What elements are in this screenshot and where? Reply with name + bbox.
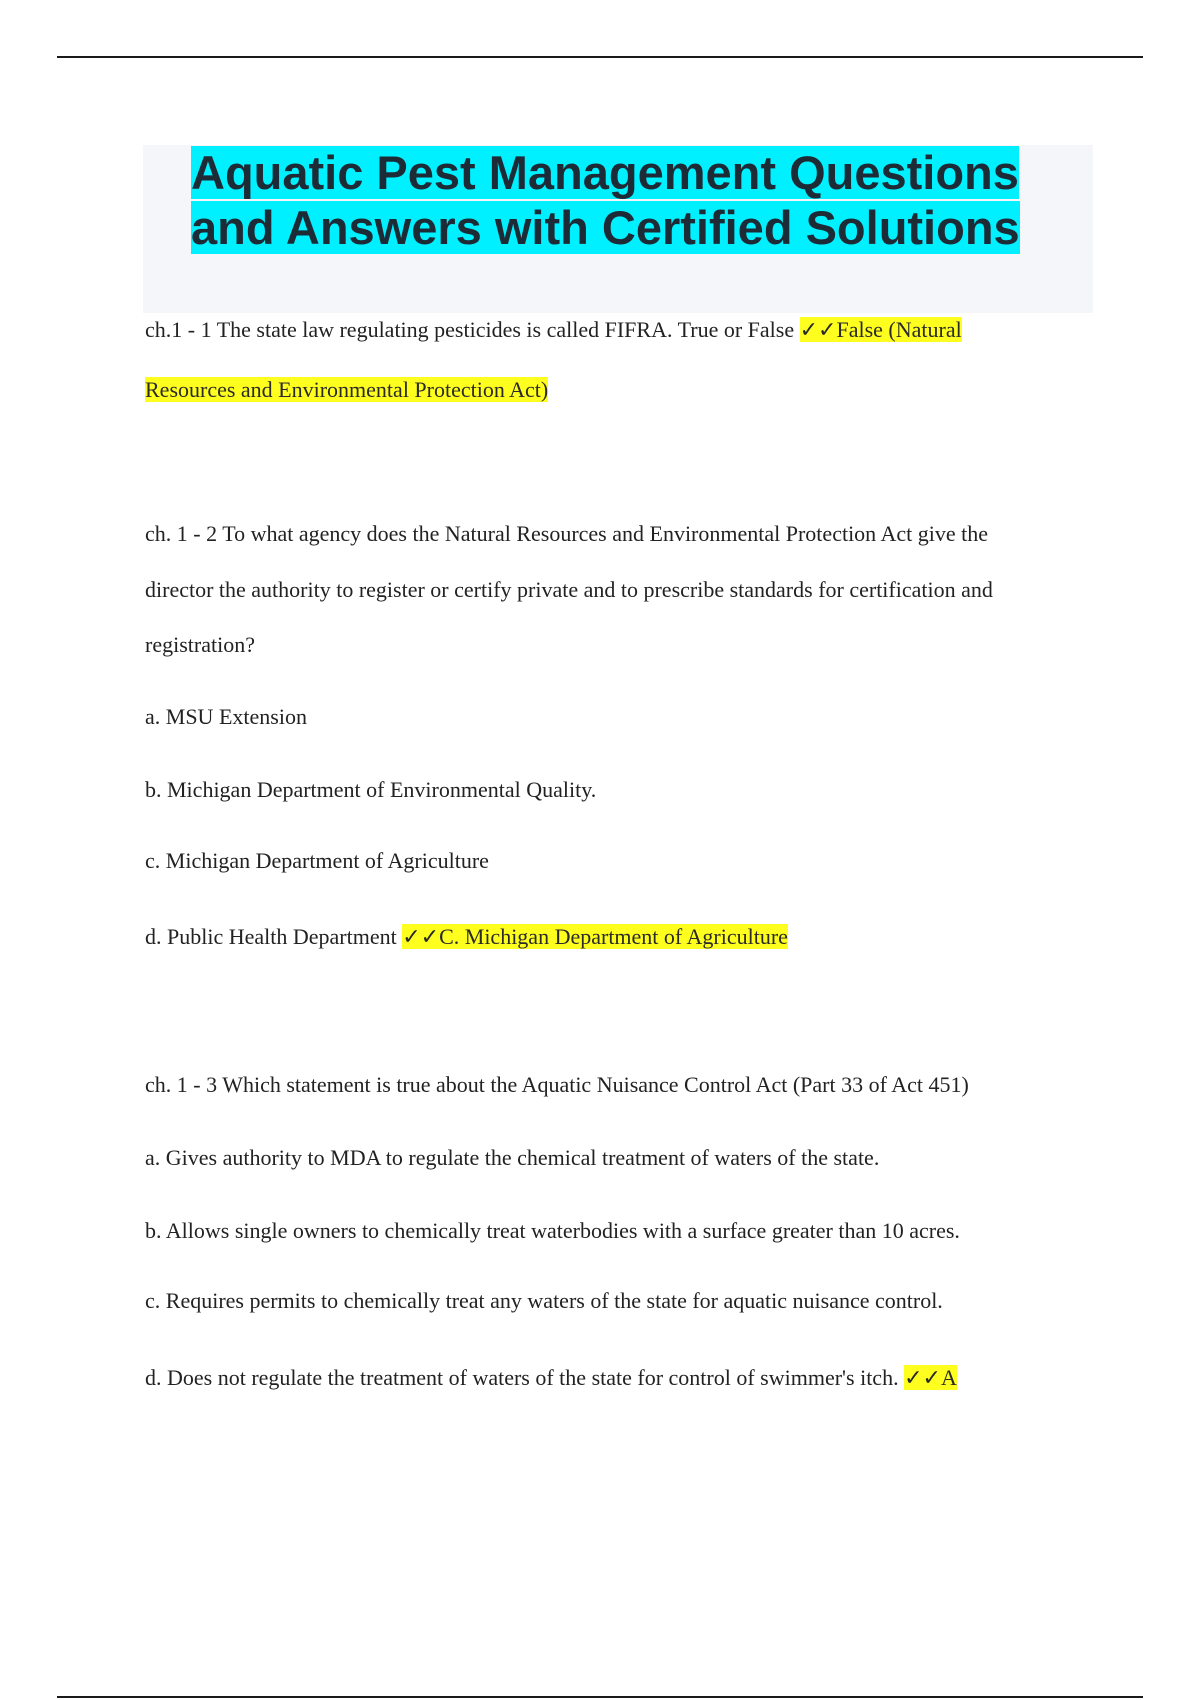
q3-option-d-text: d. Does not regulate the treatment of waters of the state for control of swimmer's itch. — [145, 1365, 905, 1390]
q2-option-d — [145, 922, 788, 952]
q1-answer-part1: ✓✓False (Natural — [799, 317, 962, 342]
q1-question-text: ch.1 - 1 The state law regulating pesticides is called FIFRA. True or False — [145, 317, 800, 342]
document-title — [191, 145, 1091, 255]
q2-question-line2: director the authority to register or certify private and to prescribe standards for certification and — [145, 577, 993, 602]
q1-answer-part2: Resources and Environmental Protection Act) — [145, 377, 549, 402]
q2-option-c: c. Michigan Department of Agriculture — [145, 848, 489, 873]
title-line-1: Aquatic Pest Management Questions — [191, 146, 1019, 199]
q2-question-line3: registration? — [145, 632, 255, 657]
q1-question — [145, 315, 962, 345]
q3-answer: ✓✓A — [904, 1365, 957, 1390]
q2-question-line1: ch. 1 - 2 To what agency does the Natural Resources and Environmental Protection Act give the — [145, 521, 988, 546]
bottom-rule — [57, 1696, 1143, 1698]
q2-option-b: b. Michigan Department of Environmental Quality. — [145, 777, 597, 802]
q3-question: ch. 1 - 3 Which statement is true about the Aquatic Nuisance Control Act (Part 33 of Act 451) — [145, 1072, 969, 1097]
q3-option-a: a. Gives authority to MDA to regulate the chemical treatment of waters of the state. — [145, 1145, 880, 1170]
q3-option-b: b. Allows single owners to chemically treat waterbodies with a surface greater than 10 acres. — [145, 1218, 960, 1243]
q3-option-c: c. Requires permits to chemically treat any waters of the state for aquatic nuisance control. — [145, 1288, 943, 1313]
q2-option-a: a. MSU Extension — [145, 704, 307, 729]
title-block — [143, 145, 1093, 313]
q2-option-d-text: d. Public Health Department — [145, 924, 403, 949]
q1-answer-continued — [145, 375, 548, 405]
q3-option-d — [145, 1363, 957, 1393]
top-rule — [57, 56, 1143, 58]
q2-answer: ✓✓C. Michigan Department of Agriculture — [402, 924, 788, 949]
title-line-2: and Answers with Certified Solutions — [191, 201, 1020, 254]
